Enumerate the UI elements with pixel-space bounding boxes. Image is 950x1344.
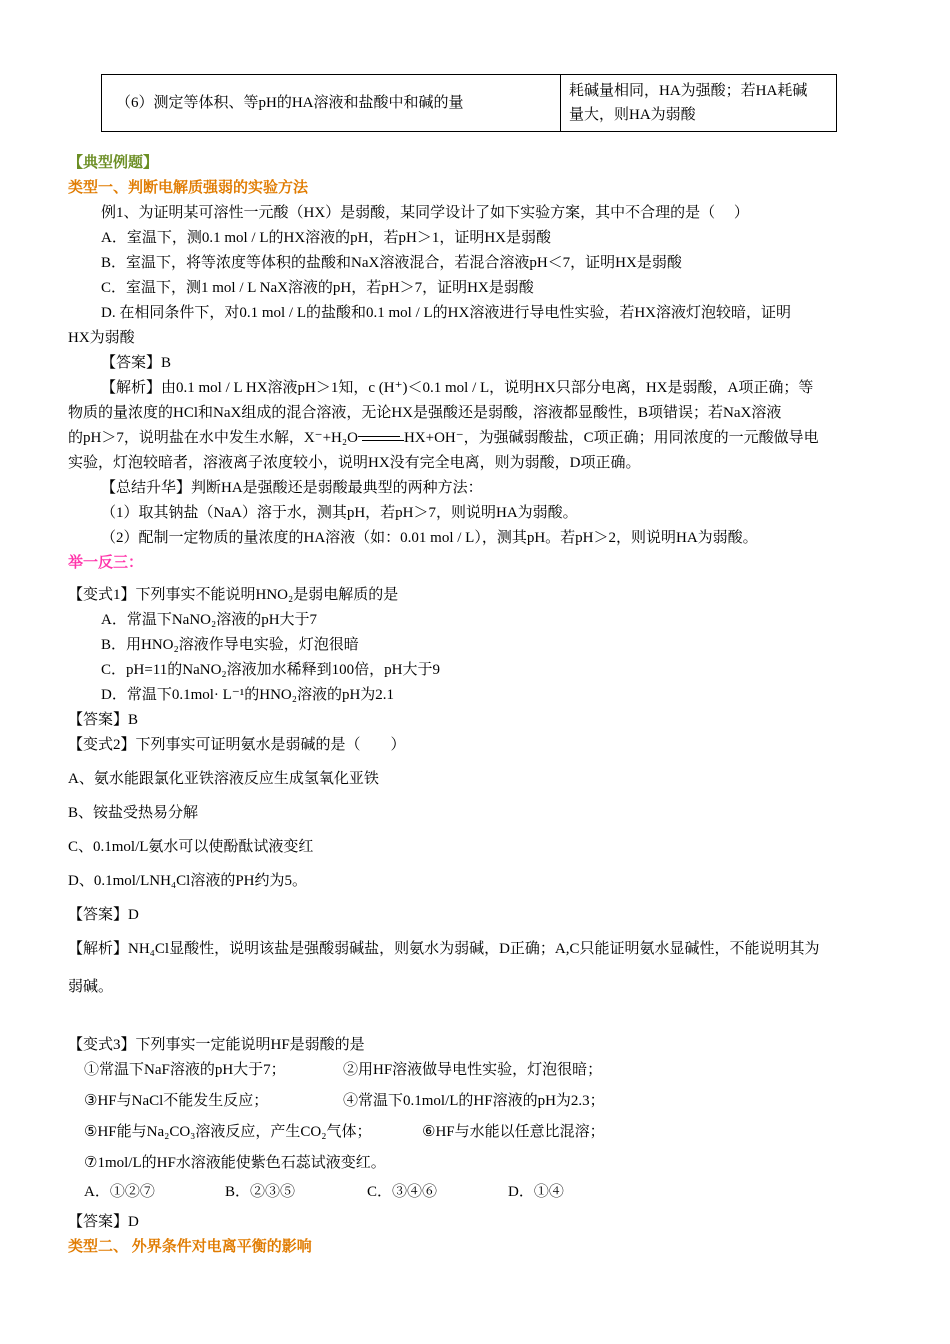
example1-option-a: A．室温下，测0.1 mol / L的HX溶液的pH，若pH＞1，证明HX是弱酸 xyxy=(101,230,551,246)
equilibrium-arrow-icon xyxy=(358,434,404,444)
variant3-answer: 【答案】D xyxy=(68,1214,139,1230)
example1-summary: 【总结升华】判断HA是强酸还是弱酸最典型的两种方法： xyxy=(101,480,483,496)
example1-option-b: B．室温下，将等浓度等体积的盐酸和NaX溶液混合，若混合溶液pH＜7，证明HX是弱酸 xyxy=(101,255,682,271)
heading-type1: 类型一、判断电解质强弱的实验方法 xyxy=(68,180,309,196)
table-cell-line: 量大，则HA为弱酸 xyxy=(569,107,696,123)
variant2-analysis-line2: 弱碱。 xyxy=(68,979,114,995)
variant3-statement-2: ②用HF溶液做导电性实验，灯泡很暗； xyxy=(343,1062,603,1078)
variant1-option-c: C．pH=11的NaNO₂溶液加水稀释到100倍，pH大于9 xyxy=(101,662,440,678)
heading-type2: 类型二、 外界条件对电离平衡的影响 xyxy=(68,1239,312,1255)
variant1-option-b: B．用HNO₂溶液作导电实验，灯泡很暗 xyxy=(101,637,359,653)
example1-answer: 【答案】B xyxy=(101,355,172,371)
variant2-question: 【变式2】下列事实可证明氨水是弱碱的是（ ） xyxy=(68,737,406,753)
variant2-option-a: A、氨水能跟氯化亚铁溶液反应生成氢氧化亚铁 xyxy=(68,771,379,787)
variant1-answer: 【答案】B xyxy=(68,712,139,728)
variant1-option-d: D．常温下0.1mol· L⁻¹的HNO₂溶液的pH为2.1 xyxy=(101,687,395,703)
table-row xyxy=(102,75,837,132)
example1-analysis-line2: 物质的量浓度的HCl和NaX组成的混合溶液，无论HX是强酸还是弱酸，溶液都显酸性，B项错误；若NaX溶液 xyxy=(68,405,782,421)
example1-option-d-line1: D. 在相同条件下，对0.1 mol / L的盐酸和0.1 mol / L的HX溶液进行导电性实验，若HX溶液灯泡较暗，证明 xyxy=(101,305,791,321)
variant2-answer: 【答案】D xyxy=(68,907,139,923)
example1-question: 例1、为证明某可溶性一元酸（HX）是弱酸，某同学设计了如下实验方案，其中不合理的是（ ） xyxy=(101,205,749,221)
variant3-option-c: C．③④⑥ xyxy=(367,1184,438,1200)
variant2-option-c: C、0.1mol/L氨水可以使酚酞试液变红 xyxy=(68,839,314,855)
heading-extend: 举一反三： xyxy=(68,555,144,571)
example1-analysis-line1: 【解析】由0.1 mol / L HX溶液pH＞1知，c (H⁺)＜0.1 mol / L，说明HX只部分电离，HX是弱酸，A项正确；等 xyxy=(101,380,814,396)
variant1-question: 【变式1】下列事实不能说明HNO₂是弱电解质的是 xyxy=(68,587,399,603)
analysis-text: HX+OH⁻，为强碱弱酸盐，C项正确；用同浓度的一元酸做导电 xyxy=(403,430,819,446)
variant3-statement-6: ⑥HF与水能以任意比混溶； xyxy=(422,1124,605,1140)
example1-analysis-line4: 实验，灯泡较暗者，溶液离子浓度较小，说明HX没有完全电离，则为弱酸，D项正确。 xyxy=(68,455,641,471)
variant2-analysis-line1: 【解析】NH₄Cl显酸性，说明该盐是强酸弱碱盐，则氨水为弱碱，D正确；A,C只能证明氨水显碱性，不能说明其为 xyxy=(68,941,820,957)
variant3-statement-7: ⑦1mol/L的HF水溶液能使紫色石蕊试液变红。 xyxy=(84,1155,386,1171)
variant3-statement-3: ③HF与NaCl不能发生反应； xyxy=(84,1093,269,1109)
example1-option-d-line2: HX为弱酸 xyxy=(68,330,135,346)
table-cell-conclusion xyxy=(561,75,837,132)
example1-method2: （2）配制一定物质的量浓度的HA溶液（如：0.01 mol / L），测其pH。若pH＞2，则说明HA为弱酸。 xyxy=(101,530,758,546)
variant3-statement-1: ①常温下NaF溶液的pH大于7； xyxy=(84,1062,286,1078)
heading-typical-examples: 【典型例题】 xyxy=(68,155,159,171)
example1-analysis-line3 xyxy=(68,429,819,448)
analysis-text: 的pH＞7，说明盐在水中发生水解，X⁻+H₂O xyxy=(68,430,358,446)
variant1-option-a: A．常温下NaNO₂溶液的pH大于7 xyxy=(101,612,318,628)
variant2-option-b: B、铵盐受热易分解 xyxy=(68,805,199,821)
criteria-table xyxy=(101,74,837,132)
variant3-statement-4: ④常温下0.1mol/L的HF溶液的pH为2.3； xyxy=(343,1093,605,1109)
variant2-option-d: D、0.1mol/LNH₄Cl溶液的PH约为5。 xyxy=(68,873,307,889)
variant3-option-d: D．①④ xyxy=(508,1184,564,1200)
table-cell-method: （6）测定等体积、等pH的HA溶液和盐酸中和碱的量 xyxy=(102,75,561,132)
example1-method1: （1）取其钠盐（NaA）溶于水，测其pH，若pH＞7，则说明HA为弱酸。 xyxy=(101,505,578,521)
table-cell-line: 耗碱量相同，HA为强酸；若HA耗碱 xyxy=(569,83,808,99)
variant3-statement-5: ⑤HF能与Na₂CO₃溶液反应，产生CO₂气体； xyxy=(84,1124,372,1140)
variant3-question: 【变式3】下列事实一定能说明HF是弱酸的是 xyxy=(68,1037,365,1053)
variant3-option-b: B．②③⑤ xyxy=(225,1184,296,1200)
variant3-option-a: A．①②⑦ xyxy=(84,1184,155,1200)
example1-option-c: C．室温下，测1 mol / L NaX溶液的pH，若pH＞7，证明HX是弱酸 xyxy=(101,280,534,296)
